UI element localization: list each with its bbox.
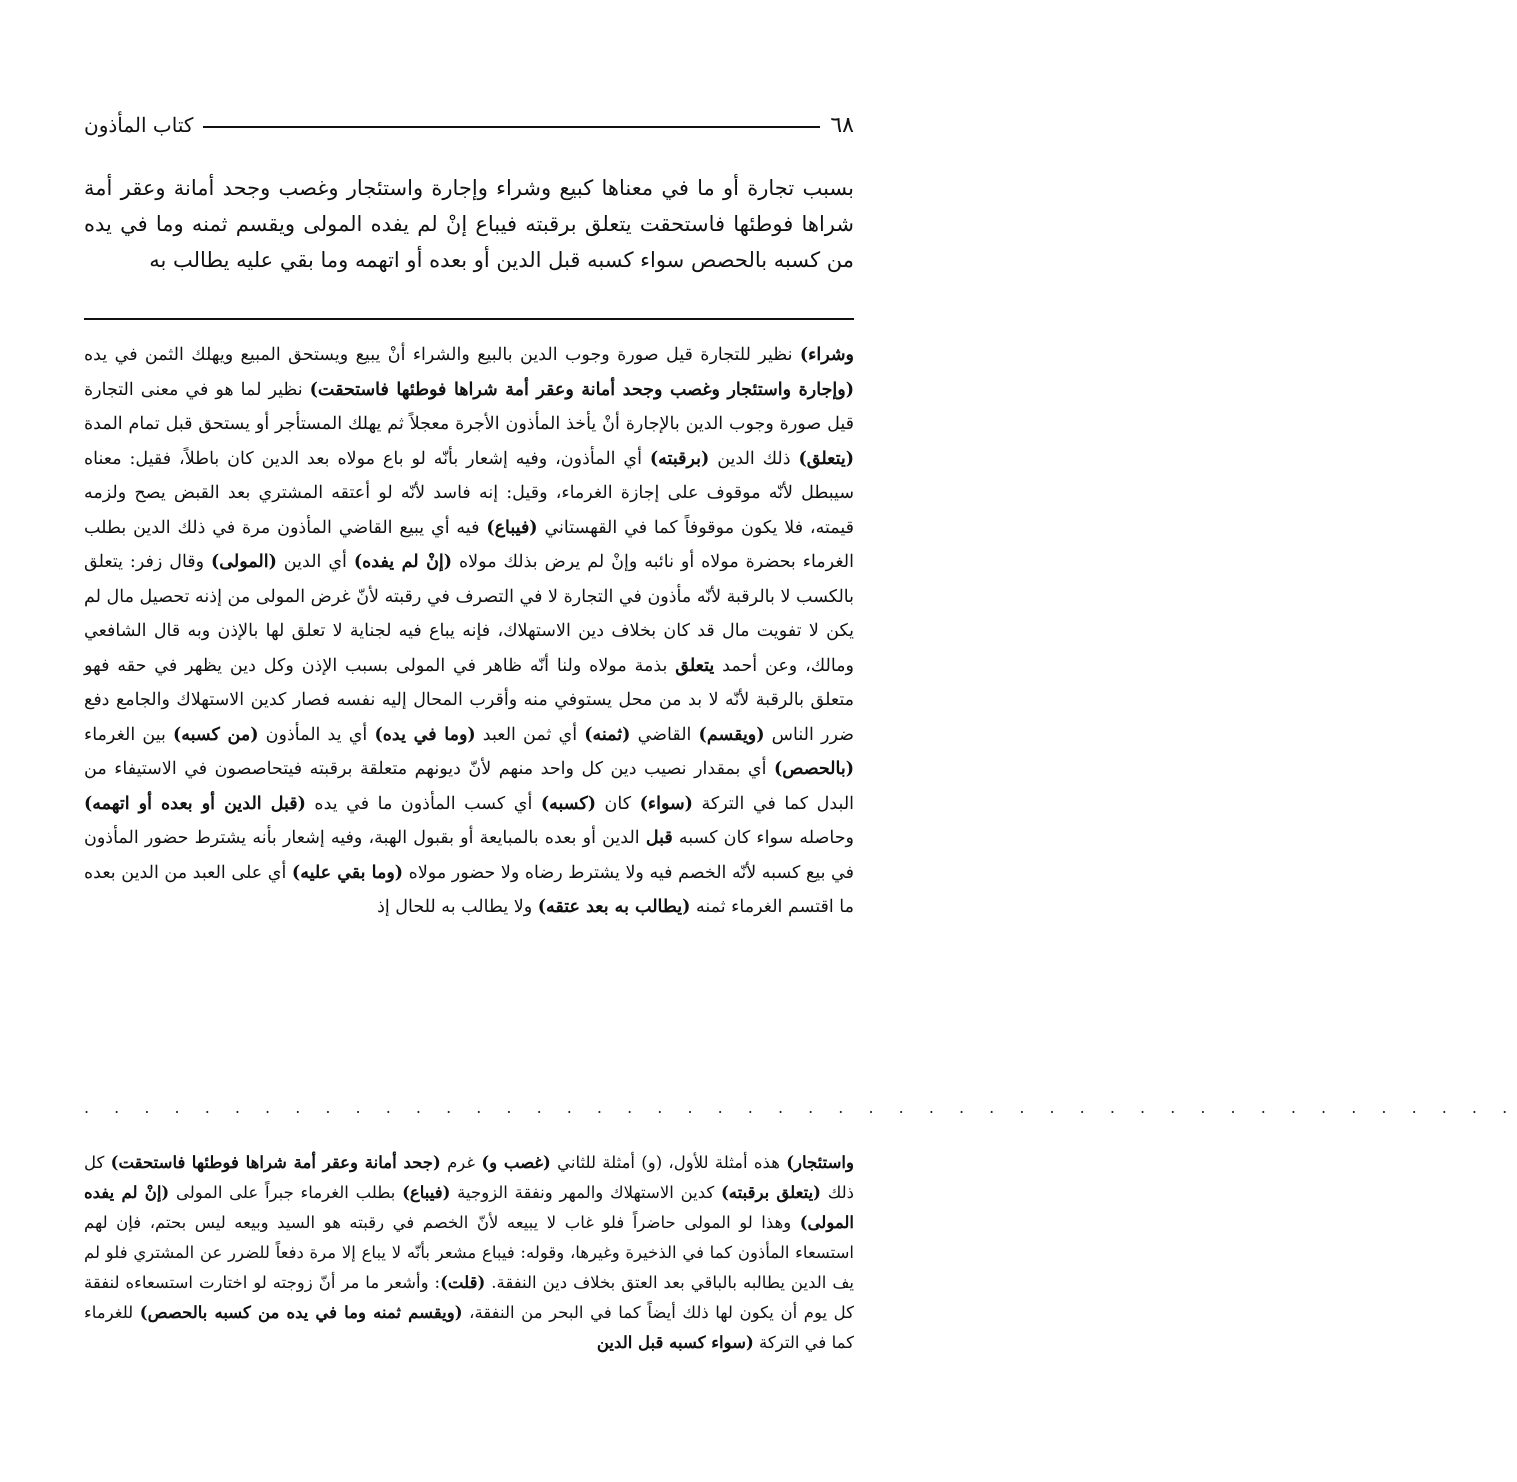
commentary-text: الدين أو بعده بالمبايعة أو بقبول الهبة، وفيه إشعار بأنه يشترط حضور (144, 828, 646, 848)
commentary-text: القاضي (630, 724, 699, 745)
commentary-text: تعلق لها بالإذن وبه قال الشافعي ومالك، وعن أحمد (84, 621, 854, 676)
commentary-text: إذنه تحصيل مال لم يكن لا تفويت مال قد كان بخلاف دين الاستهلاك، فإنه يباع فيه لجناية لا (84, 586, 854, 641)
commentary-text: هذه أمثلة للأول، (و) أمثلة للثاني (550, 1153, 787, 1172)
commentary-highlight: (وما بقي عليه) (291, 862, 404, 883)
commentary-text: غرم (440, 1153, 482, 1172)
commentary-highlight: (المولى) (211, 552, 277, 572)
commentary-text: بين الغرماء (84, 724, 173, 745)
commentary-highlight: (قلت) (440, 1273, 486, 1292)
commentary-highlight: (سواء) (639, 793, 693, 814)
commentary-highlight: (غصب و) (481, 1153, 551, 1172)
commentary-text: للغرماء كما في التركة (84, 1303, 854, 1352)
commentary-highlight: (سواء كسبه قبل الدين (596, 1333, 754, 1352)
section-divider-line (84, 318, 854, 320)
commentary-highlight: (قبل الدين أو بعده أو اتهمه) (84, 793, 306, 814)
dotted-divider: . . . . . . . . . . . . . . . . . . . . . . . . . . . . . . . . . . . . . . . . . . . . . . . . (84, 1098, 1517, 1117)
commentary-text: وحاصله (799, 828, 854, 848)
commentary-text: أي (558, 724, 585, 745)
commentary-text: يهلك المستأجر أو يستحق قبل تمام المدة (84, 414, 382, 434)
commentary-text: أي المأذون، وفيه (515, 448, 650, 469)
commentary-text: على المولى (169, 1183, 259, 1202)
commentary-text: يباع إلا مرة دفعاً للضرر عن المشتري فلو لم يف الدين يطالبه بالباقي بعد العتق بخلاف دين النفقة. (84, 1243, 855, 1292)
commentary-highlight: (يتعلق برقبته) (720, 1183, 821, 1202)
commentary-highlight: (يتعلق) (798, 448, 854, 469)
commentary-text: التركة (692, 793, 745, 814)
commentary-text: المأذون في بيع كسبه لأنّه الخصم فيه ولا يشترط رضاه ولا حضور مولاه (84, 828, 854, 883)
commentary-highlight: يتعلق (675, 655, 715, 676)
commentary-highlight: قبل (645, 828, 673, 848)
commentary-text: موقوفاً كما في القهستاني (537, 517, 735, 538)
commentary-text: أي يد المأذون (258, 724, 375, 745)
commentary-text: كل ذلك (84, 1153, 854, 1202)
commentary-text: بسبب الإذن وكل دين يظهر في حقه فهو متعلق بالرقبة لأنّه لا بد من محل يستوفي منه وأقرب (84, 655, 854, 710)
main-text-line: بسبب تجارة أو ما في معناها كبيع وشراء وإجارة واستئجار وغصب وجحد أمانة وعقر (120, 176, 854, 200)
commentary-text: بحضرة مولاه أو نائبه وإنْ لم يرض بذلك مولاه (452, 552, 796, 572)
commentary-highlight: (يطالب به بعد عتقه) (537, 897, 691, 917)
commentary-highlight: (جحد أمانة وعقر أمة شراها فوطئها (191, 1153, 441, 1172)
commentary-text: دين كل واحد منهم لأنّ ديونهم متعلقة برقبته فيتحاصصون في الاستيفاء من البدل كما في (84, 759, 855, 814)
commentary-text: أي (267, 862, 292, 883)
page-number: ٦٨ (830, 112, 854, 138)
commentary-highlight: فاستحقت) (110, 1153, 186, 1172)
commentary-text: فيه أي يبيع القاضي المأذون مرة في ذلك الدين بطلب الغرماء (84, 517, 854, 572)
commentary-highlight: (بالحصص) (773, 759, 854, 779)
commentary-text: السيد وبيعه ليس بحتم، فإن لهم استسعاء المأذون كما في الذخيرة وغيرها، وقوله: فيباع مشعر بأنّه لا (84, 1213, 855, 1262)
commentary-highlight: (فيباع) (402, 1183, 451, 1202)
commentary-text: وقال زفر: (129, 552, 212, 572)
commentary-text: ثمن العبد (475, 724, 552, 745)
commentary-highlight: (وإجارة واستئجار وغصب وجحد أمانة وعقر أمة شراها فوطئها فاستحقت) (309, 379, 854, 400)
commentary-text: بذمة مولاه ولنا أنّه ظاهر في المولى (395, 655, 676, 676)
commentary-text: : وأشعر ما مر أنّ زوجته لو اختارت استسعاءه لنفقة كل يوم أن يكون لها ذلك أيضاً كما في البحر (84, 1273, 855, 1322)
commentary-highlight: (من كسبه) (172, 724, 259, 745)
running-header (84, 108, 854, 142)
commentary-text: إشعار بأنّه لو باع مولاه بعد الدين كان باطلاً، فقيل: معناه سيبطل لأنّه موقوف على إجازة (84, 448, 854, 503)
header-rule (203, 126, 820, 128)
commentary-lower (84, 1148, 854, 1358)
main-text-line: أمة شراها فوطئها فاستحقت يتعلق برقبته فيباع إنْ لم يفده المولى ويقسم ثمنه وما في (84, 176, 854, 236)
commentary-highlight: (إنْ لم يفده المولى) (84, 1183, 854, 1232)
commentary-highlight: وشراء) (799, 345, 854, 365)
commentary-highlight: (ويقسم ثمنه وما في يده من كسبه بالحصص) (139, 1303, 463, 1322)
commentary-text: نظير (268, 379, 310, 400)
commentary-text: لما هو في معنى التجارة قيل صورة وجوب الدين بالإجارة أنْ يأخذ المأذون الأجرة معجلاً ثم (84, 379, 854, 434)
main-text (84, 170, 854, 278)
commentary-text: وهذا لو المولى حاضراً فلو غاب لا يبيعه لأنّ الخصم في رقبته هو (323, 1213, 800, 1232)
commentary-text: من النفقة، (462, 1303, 543, 1322)
commentary-text: ولا يطالب به للحال إذ (377, 897, 538, 917)
commentary-text: ذلك الدين (709, 448, 799, 469)
commentary-upper (84, 338, 854, 925)
commentary-text: نظير للتجارة قيل صورة وجوب الدين بالبيع والشراء أنْ يبيع ويستحق المبيع ويهلك (191, 345, 800, 365)
commentary-text: أي بمقدار نصيب (644, 759, 774, 779)
commentary-text: سواء كان كسبه (672, 828, 794, 848)
commentary-highlight: (ثمنه) (584, 724, 631, 745)
commentary-text: كدين الاستهلاك والمهر ونفقة الزوجية (450, 1183, 721, 1202)
commentary-highlight: واستئجار) (786, 1153, 854, 1172)
commentary-text: كان (596, 793, 640, 814)
book-title: كتاب المأذون (84, 113, 194, 137)
commentary-text: على العبد من الدين بعده ما اقتسم الغرماء ثمنه (84, 862, 854, 917)
commentary-text: المحال إليه نفسه فصار كدين الاستهلاك والجامع دفع ضرر الناس (84, 690, 854, 745)
commentary-highlight: (ويقسم) (698, 724, 765, 745)
commentary-highlight: (كسبه) (540, 793, 597, 814)
commentary-text: الغرماء، وقيل: إنه فاسد لأنّه لو أعتقه المشتري بعد القبض يصح ولزمه قيمته، فلا يكون (84, 483, 855, 538)
commentary-text: أي كسب المأذون ما في يده (305, 793, 541, 814)
main-text-line: يده من كسبه بالحصص سواء كسبه قبل الدين أو بعده أو اتهمه وما بقي عليه يطالب به (84, 212, 854, 272)
commentary-highlight: (إنْ لم يفده) (353, 552, 453, 572)
commentary-text: الثمن في يده (84, 345, 184, 365)
commentary-highlight: (وما في يده) (374, 724, 476, 745)
commentary-text: أي الدين (276, 552, 354, 572)
commentary-text: يتعلق بالكسب لا بالرقبة لأنّه مأذون في التجارة لا في التصرف في رقبته لأنّ غرض المولى من (84, 552, 854, 607)
commentary-text: بطلب الغرماء جبراً (264, 1183, 403, 1202)
commentary-highlight: (فيباع) (486, 517, 538, 538)
commentary-highlight: (برقبته) (649, 448, 710, 469)
